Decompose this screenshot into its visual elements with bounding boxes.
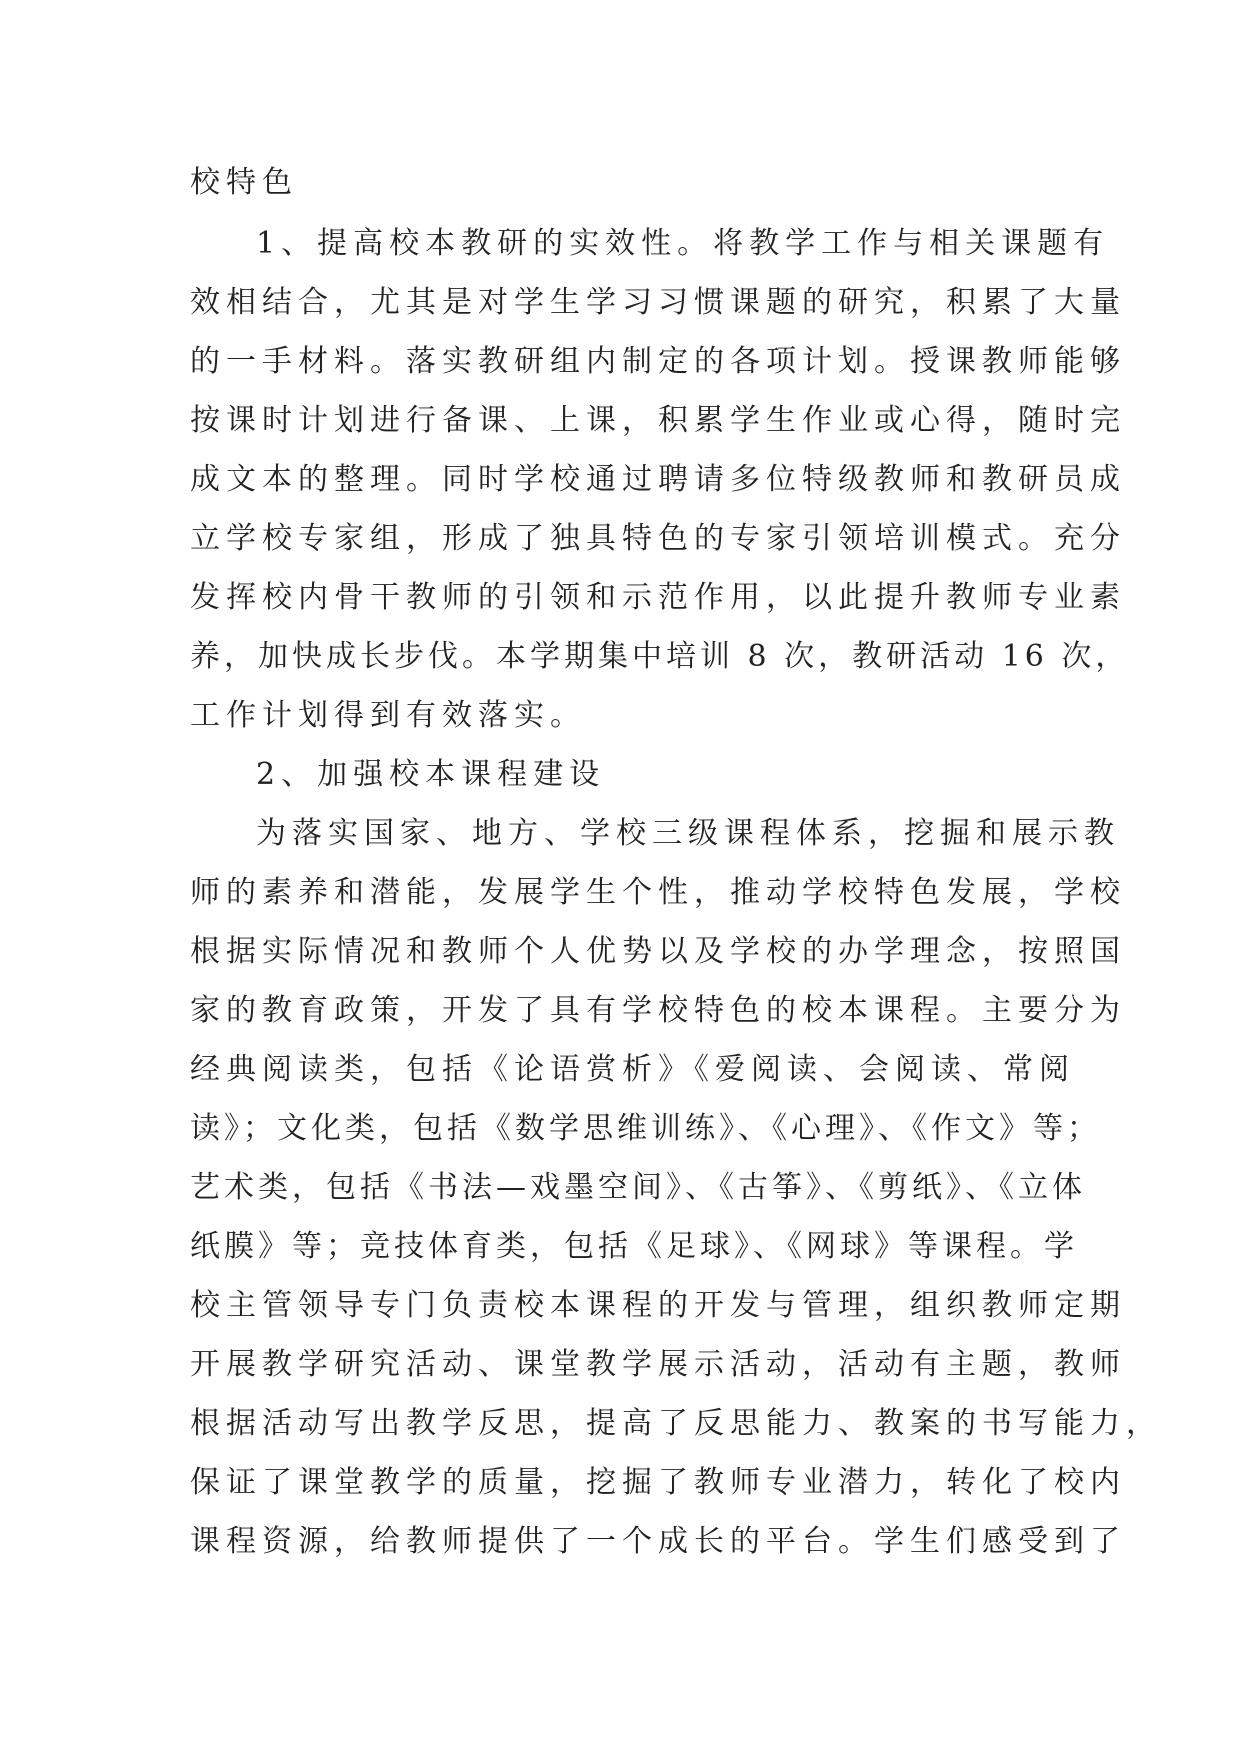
text-line: 保证了课堂教学的质量，挖掘了教师专业潜力，转化了校内 (190, 1465, 1126, 1500)
text-line: 纸膜》等；竞技体育类，包括《足球》、《网球》等课程。学 (190, 1229, 1078, 1264)
section-heading: 2、加强校本课程建设 (256, 757, 606, 792)
text-line: 开展教学研究活动、课堂教学展示活动，活动有主题，教师 (190, 1347, 1126, 1382)
text-line: 校特色 (190, 165, 298, 200)
text-line: 工作计划得到有效落实。 (190, 698, 586, 733)
text-line: 发挥校内骨干教师的引领和示范作用，以此提升教师专业素 (190, 580, 1126, 615)
text-line: 按课时计划进行备课、上课，积累学生作业或心得，随时完 (190, 403, 1126, 438)
text-line: 艺术类，包括《书法—戏墨空间》、《古筝》、《剪纸》、《立体 (190, 1170, 1086, 1205)
text-line: 为落实国家、地方、学校三级课程体系，挖掘和展示教 (256, 816, 1120, 851)
text-line: 立学校专家组，形成了独具特色的专家引领培训模式。充分 (190, 521, 1126, 556)
text-line: 校主管领导专门负责校本课程的开发与管理，组织教师定期 (190, 1288, 1126, 1323)
text-line: 养，加快成长步伐。本学期集中培训 8 次，教研活动 16 次， (190, 639, 1130, 674)
text-line: 经典阅读类，包括《论语赏析》《爱阅读、会阅读、常阅 (190, 1052, 1075, 1087)
text-line: 家的教育政策，开发了具有学校特色的校本课程。主要分为 (190, 993, 1126, 1028)
text-line: 1、提高校本教研的实效性。将教学工作与相关课题有 (256, 226, 1110, 261)
text-line: 读》；文化类，包括《数学思维训练》、《心理》、《作文》等； (190, 1111, 1101, 1146)
text-line: 根据实际情况和教师个人优势以及学校的办学理念，按照国 (190, 934, 1126, 969)
text-line: 课程资源，给教师提供了一个成长的平台。学生们感受到了 (190, 1524, 1126, 1559)
text-line: 成文本的整理。同时学校通过聘请多位特级教师和教研员成 (190, 462, 1126, 497)
text-line: 根据活动写出教学反思，提高了反思能力、教案的书写能力， (190, 1406, 1162, 1441)
text-line: 的一手材料。落实教研组内制定的各项计划。授课教师能够 (190, 344, 1126, 379)
text-line: 效相结合，尤其是对学生学习习惯课题的研究，积累了大量 (190, 285, 1126, 320)
text-line: 师的素养和潜能，发展学生个性，推动学校特色发展，学校 (190, 875, 1126, 910)
